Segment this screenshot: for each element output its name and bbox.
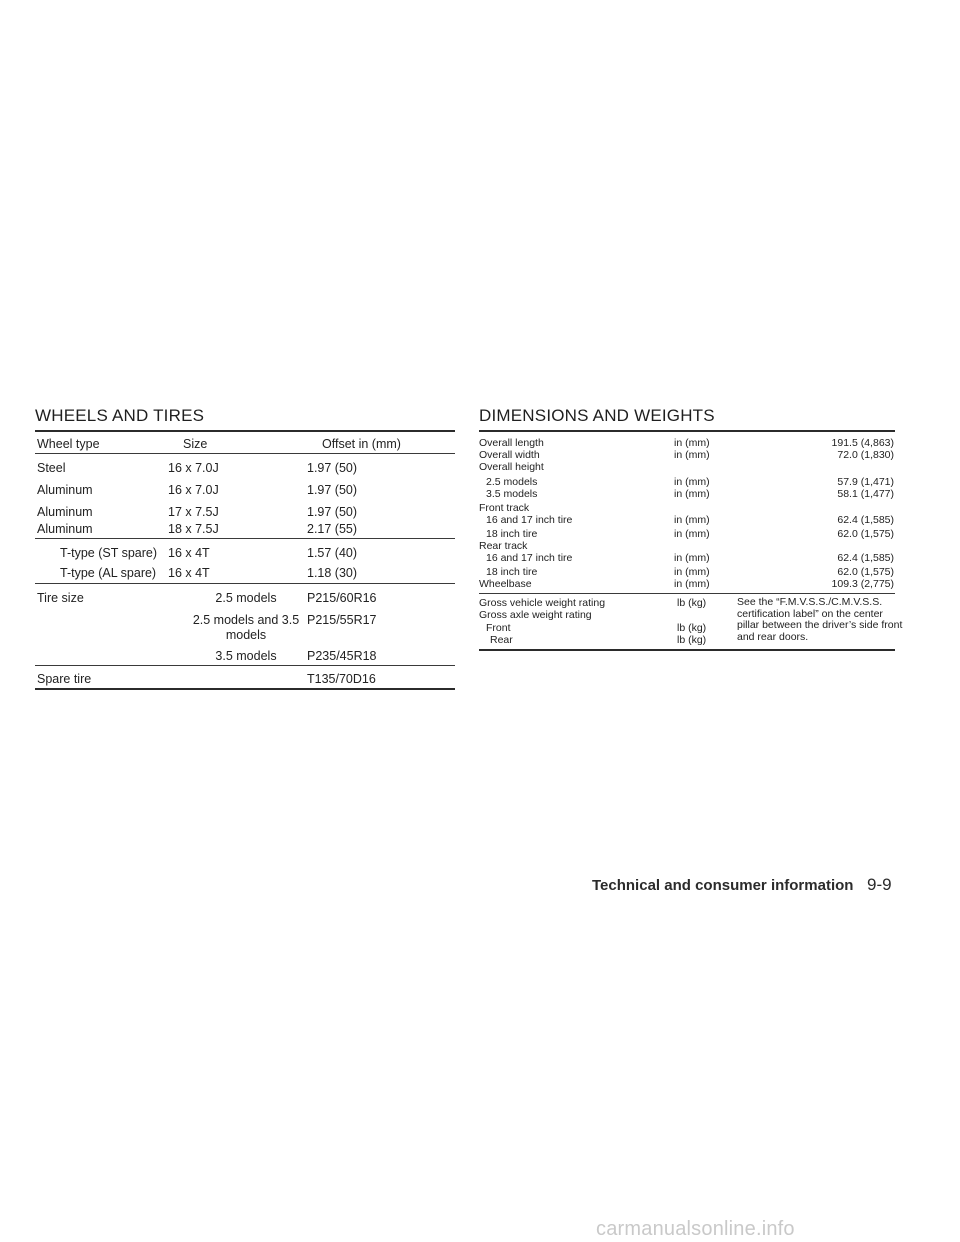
dimension-label: 3.5 models	[486, 488, 538, 500]
dimension-unit: in (mm)	[674, 566, 710, 578]
dimension-value: 109.3 (2,775)	[831, 578, 894, 590]
dimension-unit: in (mm)	[674, 437, 710, 449]
dimensions-and-weights-heading: DIMENSIONS AND WEIGHTS	[479, 406, 715, 425]
dimension-unit: in (mm)	[674, 514, 710, 526]
dimension-label: Front track	[479, 502, 530, 514]
weight-unit: lb (kg)	[677, 634, 707, 646]
dimension-unit: in (mm)	[674, 528, 710, 540]
dimension-value: 191.5 (4,863)	[831, 437, 894, 449]
dimensions-bottom-rule	[479, 649, 895, 651]
dimension-value: 62.4 (1,585)	[837, 514, 894, 526]
dimension-label: 18 inch tire	[486, 566, 538, 578]
tire-size-value: P235/45R18	[307, 649, 377, 663]
tire-size-value: P215/55R17	[307, 613, 377, 627]
tire-size-model: 2.5 models and 3.5	[192, 613, 300, 627]
dimension-label: 18 inch tire	[486, 528, 538, 540]
dimension-value: 72.0 (1,830)	[837, 449, 894, 461]
tire-size-model-continued: models	[225, 628, 267, 642]
spare-row-offset: 1.18 (30)	[307, 566, 358, 580]
wheels-bottom-rule	[35, 688, 455, 690]
weight-rating-note: See the “F.M.V.S.S./C.M.V.S.S. certification label” on the center pillar between the driver’s side front and rear doors.	[737, 596, 903, 643]
dimension-label: 16 and 17 inch tire	[486, 514, 573, 526]
wheel-row-size: 16 x 7.0J	[168, 483, 219, 497]
size-header: Size	[183, 437, 208, 451]
wheels-divider	[35, 665, 455, 666]
dimension-value: 58.1 (1,477)	[837, 488, 894, 500]
wheels-divider	[35, 538, 455, 539]
page-number: 9-9	[867, 875, 892, 894]
weight-label: Front	[486, 622, 511, 634]
dimension-value: 62.4 (1,585)	[837, 552, 894, 564]
watermark: carmanualsonline.info	[596, 1218, 795, 1240]
tire-size-label: Tire size	[37, 591, 84, 605]
dimension-label: 16 and 17 inch tire	[486, 552, 573, 564]
wheel-row-type: Aluminum	[37, 483, 93, 497]
dimension-value: 57.9 (1,471)	[837, 476, 894, 488]
wheels-header-rule	[35, 453, 455, 454]
dimension-label: Overall height	[479, 461, 544, 473]
wheel-row-type: Aluminum	[37, 522, 93, 536]
dimensions-divider	[479, 593, 895, 594]
dimension-unit: in (mm)	[674, 578, 710, 590]
spare-row-offset: 1.57 (40)	[307, 546, 358, 560]
wheel-row-offset: 2.17 (55)	[307, 522, 358, 536]
dimension-label: Overall width	[479, 449, 540, 461]
weight-label: Gross vehicle weight rating	[479, 597, 606, 609]
wheel-row-offset: 1.97 (50)	[307, 461, 358, 475]
spare-row-size: 16 x 4T	[168, 566, 210, 580]
spare-row-type: T-type (ST spare)	[60, 546, 158, 560]
dimensions-top-rule	[479, 430, 895, 432]
tire-size-model: 2.5 models	[215, 591, 277, 605]
weight-unit: lb (kg)	[677, 597, 707, 609]
dimension-unit: in (mm)	[674, 552, 710, 564]
wheel-row-size: 17 x 7.5J	[168, 505, 219, 519]
wheels-top-rule	[35, 430, 455, 432]
dimension-unit: in (mm)	[674, 488, 710, 500]
wheel-row-size: 18 x 7.5J	[168, 522, 219, 536]
dimension-label: Overall length	[479, 437, 544, 449]
dimension-unit: in (mm)	[674, 476, 710, 488]
footer-section-title: Technical and consumer information	[592, 877, 854, 894]
weight-unit: lb (kg)	[677, 622, 707, 634]
wheels-and-tires-heading: WHEELS AND TIRES	[35, 406, 205, 425]
spare-tire-label: Spare tire	[37, 672, 92, 686]
spare-row-type: T-type (AL spare)	[60, 566, 157, 580]
spare-row-size: 16 x 4T	[168, 546, 210, 560]
weight-label: Rear	[490, 634, 513, 646]
weight-label: Gross axle weight rating	[479, 609, 592, 621]
dimension-unit: in (mm)	[674, 449, 710, 461]
wheel-type-header: Wheel type	[37, 437, 100, 451]
spare-tire-value: T135/70D16	[307, 672, 376, 686]
wheel-row-type: Aluminum	[37, 505, 93, 519]
tire-size-value: P215/60R16	[307, 591, 377, 605]
tire-size-model: 3.5 models	[215, 649, 277, 663]
wheels-divider	[35, 583, 455, 584]
dimension-value: 62.0 (1,575)	[837, 566, 894, 578]
offset-header: Offset in (mm)	[322, 437, 401, 451]
dimension-value: 62.0 (1,575)	[837, 528, 894, 540]
wheel-row-type: Steel	[37, 461, 66, 475]
wheel-row-offset: 1.97 (50)	[307, 505, 358, 519]
wheel-row-offset: 1.97 (50)	[307, 483, 358, 497]
dimension-label: 2.5 models	[486, 476, 538, 488]
dimension-label: Wheelbase	[479, 578, 532, 590]
dimension-label: Rear track	[479, 540, 528, 552]
wheel-row-size: 16 x 7.0J	[168, 461, 219, 475]
